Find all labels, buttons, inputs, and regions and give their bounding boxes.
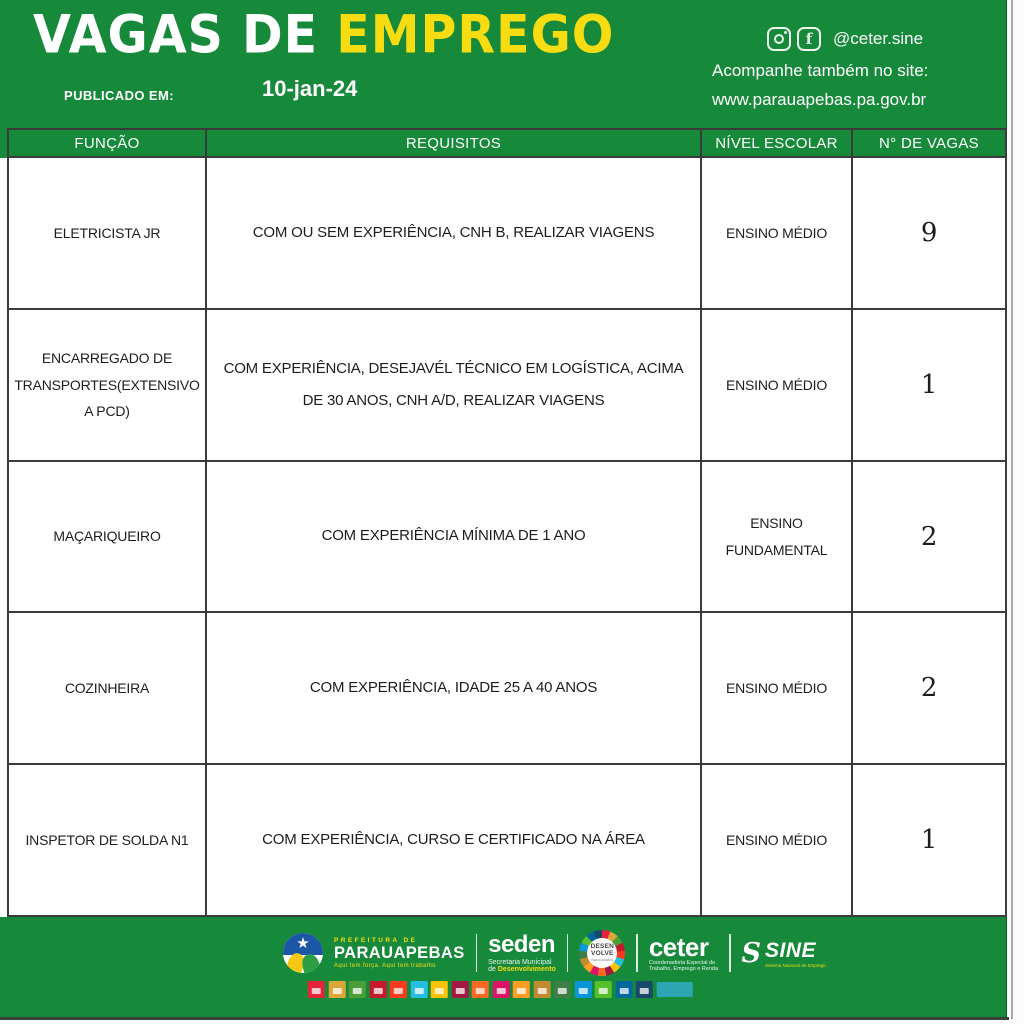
sine-s-icon: S (741, 937, 762, 969)
ceter-tagline2: Trabalho, Emprego e Renda (648, 966, 719, 972)
prefeitura-logo-icon (283, 933, 323, 973)
sdg-goal-icon (369, 981, 386, 998)
table-row-funcao: ENCARREGADO DE TRANSPORTES(EXTENSIVO A PCD) (9, 310, 207, 462)
table-row-requisitos: COM EXPERIÊNCIA MÍNIMA DE 1 ANO (207, 462, 702, 613)
published-label: PUBLICADO EM: (64, 88, 174, 103)
logo-divider (567, 934, 569, 972)
sdg-goal-icon (615, 981, 632, 998)
logo-divider (636, 934, 638, 972)
logo-divider (476, 934, 478, 972)
sdg-goal-icon (636, 981, 653, 998)
seden-tagline1: Secretaria Municipal (488, 959, 552, 966)
table-row-nivel: ENSINO MÉDIO (702, 158, 853, 310)
column-header-n-de-vagas: N° DE VAGAS (853, 130, 1005, 158)
table-row-funcao: INSPETOR DE SOLDA N1 (9, 765, 207, 915)
sdg-goal-icon (472, 981, 489, 998)
site-callout: Acompanhe também no site: (712, 61, 929, 80)
social-handle: @ceter.sine (833, 29, 924, 48)
table-row-funcao: ELETRICISTA JR (9, 158, 207, 310)
table-row-funcao: COZINHEIRA (9, 613, 207, 765)
table-row-vagas: 2 (853, 613, 1005, 765)
table-row-nivel: ENSINO MÉDIO (702, 765, 853, 915)
logo-divider (729, 934, 731, 972)
sine-name: SINE (765, 938, 817, 962)
seden-tagline2-bold: Desenvolvimento (497, 966, 556, 973)
table-row-requisitos: COM EXPERIÊNCIA, CURSO E CERTIFICADO NA ÁREA (207, 765, 702, 915)
table-row-vagas: 2 (853, 462, 1005, 613)
table-row-vagas: 1 (853, 310, 1005, 462)
desenvolve-logo-center (587, 938, 617, 968)
instagram-dot (784, 31, 787, 34)
prefeitura-tagline: Aqui tem força. Aqui tem trabalho (334, 962, 436, 969)
sdg-goal-icon (574, 981, 591, 998)
page-edge-vertical (1011, 0, 1013, 1019)
sine-tagline: Sistema Nacional de Emprego (765, 962, 826, 968)
prefeitura-line2: PARAUAPEBAS (334, 944, 465, 963)
facebook-icon: f (797, 27, 821, 51)
sdg-goal-icon (451, 981, 468, 998)
jobs-table (7, 128, 1007, 917)
table-row-vagas: 9 (853, 158, 1005, 310)
sdg-goal-icon (390, 981, 407, 998)
social-block (767, 27, 923, 51)
instagram-icon (767, 27, 791, 51)
seden-tagline2 (488, 966, 556, 973)
table-row-requisitos: COM EXPERIÊNCIA, IDADE 25 A 40 ANOS (207, 613, 702, 765)
title-white: VAGAS DE (33, 4, 337, 66)
desenvolve-line2: VOLVE (591, 949, 614, 957)
sdg-goal-icon (595, 981, 612, 998)
column-header-nivel-escolar: NÍVEL ESCOLAR (702, 130, 853, 158)
column-header-funcao: FUNÇÃO (9, 130, 207, 158)
table-row-nivel: ENSINO MÉDIO (702, 613, 853, 765)
table-row-vagas: 1 (920, 825, 938, 855)
sdg-goal-icon (308, 981, 325, 998)
table-row-requisitos: COM OU SEM EXPERIÊNCIA, CNH B, REALIZAR VIAGENS (207, 158, 702, 310)
footer-logos (283, 929, 826, 977)
site-url: www.parauapebas.pa.gov.br (712, 90, 927, 109)
column-header-requisitos: REQUISITOS (207, 130, 702, 158)
instagram-lens (774, 34, 784, 44)
sdg-goal-icon (410, 981, 427, 998)
page-edge-horizontal (0, 1017, 1009, 1020)
published-date: 10-jan-24 (262, 76, 358, 101)
seden-name: seden (488, 931, 555, 958)
sine-wordmark (742, 939, 826, 968)
ceter-wordmark (649, 934, 718, 972)
sine-text-block (765, 939, 826, 968)
sdg-goal-icon (554, 981, 571, 998)
global-goals-logo (656, 982, 692, 997)
ceter-tagline1: Coordenadoria Especial de (648, 960, 716, 966)
ceter-name: ceter (648, 932, 709, 962)
seden-wordmark (488, 933, 556, 973)
page-title (33, 4, 614, 66)
sdg-goal-icon (328, 981, 345, 998)
table-row-nivel: ENSINO MÉDIO (702, 310, 853, 462)
sdg-goal-icon (533, 981, 550, 998)
sdg-goal-icon (513, 981, 530, 998)
table-row-nivel: ENSINO FUNDAMENTAL (702, 462, 853, 613)
seden-tagline2-prefix: de (488, 966, 498, 973)
sdg-goal-icon (431, 981, 448, 998)
desenvolve-line3: PARAUAPEBAS (591, 958, 614, 963)
desenvolve-logo-icon (579, 930, 625, 976)
prefeitura-line1: PREFEITURA DE (334, 937, 418, 945)
table-row-funcao: MAÇARIQUEIRO (9, 462, 207, 613)
sdg-goal-icon (492, 981, 509, 998)
desenvolve-line1: DESEN (590, 942, 615, 950)
prefeitura-logo-green (300, 952, 323, 973)
table-row-requisitos: COM EXPERIÊNCIA, DESEJAVÉL TÉCNICO EM LOGÍSTICA, ACIMA DE 30 ANOS, CNH A/D, REALIZAR VIAGENS (207, 310, 702, 462)
star-icon: ★ (296, 935, 310, 952)
title-yellow: EMPREGO (336, 4, 615, 66)
sdg-goal-icon (349, 981, 366, 998)
prefeitura-wordmark (334, 937, 465, 969)
sdg-icon-strip (308, 981, 693, 998)
